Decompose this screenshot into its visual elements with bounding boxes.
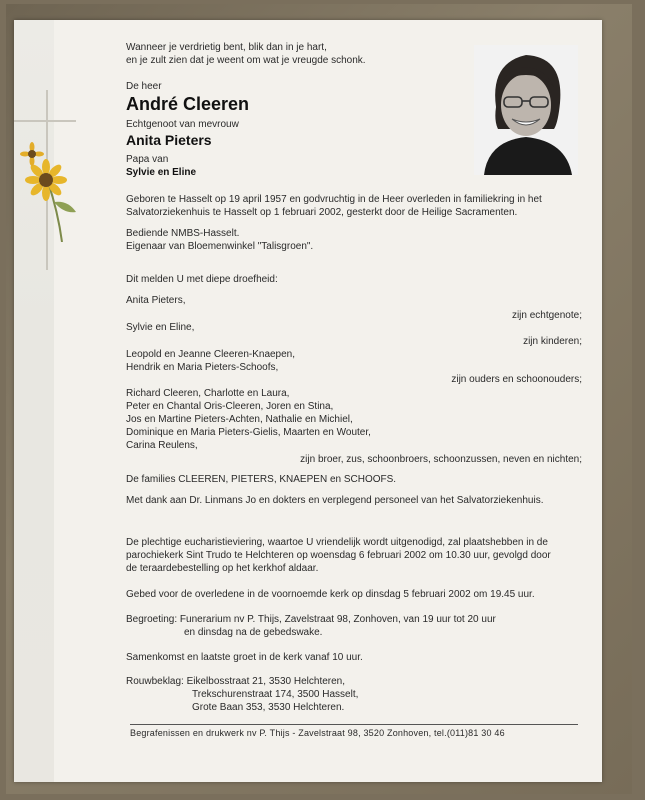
ceremony-line-2: parochiekerk Sint Trudo te Helchteren op woensdag 6 februari 2002 om 10.30 uur, gevolgd door [126,550,551,561]
memorial-card [14,20,602,782]
footer-printer: Begrafenissen en drukwerk nv P. Thijs - Zavelstraat 98, 3520 Zonhoven, tel.(011)81 30 46 [130,728,505,738]
occupation-line-1: Bediende NMBS-Hasselt. [126,228,240,239]
family-sibling-5: Carina Reulens, [126,440,198,451]
cross-bar [14,120,76,122]
ceremony-line-1: De plechtige eucharistieviering, waartoe U vriendelijk wordt uitgenodigd, zal plaatshebben in de [126,537,548,548]
sunflower-icon [18,142,84,242]
visit-line-2: en dinsdag na de gebedswake. [184,627,323,638]
birth-line-1: Geboren te Hasselt op 19 april 1957 en godvruchtig in de Heer overleden in familiekring in het [126,194,542,205]
condolence-line-3: Grote Baan 353, 3530 Helchteren. [192,702,345,713]
family-siblings-role: zijn broer, zus, schoonbroers, schoonzussen, neven en nichten; [300,454,582,465]
gathering-line: Samenkomst en laatste groet in de kerk vanaf 10 uur. [126,652,363,663]
family-sibling-1: Richard Cleeren, Charlotte en Laura, [126,388,290,399]
thanks-line: Met dank aan Dr. Linmans Jo en dokters en verplegend personeel van het Salvatorziekenhuis. [126,495,544,506]
family-children: Sylvie en Eline, [126,322,195,333]
family-spouse: Anita Pieters, [126,295,186,306]
ceremony-line-3: de teraardebestelling op het kerkhof aldaar. [126,563,319,574]
birth-line-2: Salvatorziekenhuis te Hasselt op 1 februari 2002, gesterkt door de Heilige Sacramenten. [126,207,518,218]
poem-line-1: Wanneer je verdrietig bent, blik dan in je hart, [126,42,327,53]
poem-line-2: en je zult zien dat je weent om wat je vreugde schonk. [126,55,366,66]
visit-line-1: Begroeting: Funerarium nv P. Thijs, Zavelstraat 98, Zonhoven, van 19 uur tot 20 uur [126,614,496,625]
family-sibling-2: Peter en Chantal Oris-Cleeren, Joren en Stina, [126,401,334,412]
family-parents-role: zijn ouders en schoonouders; [451,374,582,385]
deceased-name: André Cleeren [126,94,250,114]
condolence-line-2: Trekschurenstraat 174, 3500 Hasselt, [192,689,359,700]
family-children-role: zijn kinderen; [523,336,582,347]
family-parents-2: Hendrik en Maria Pieters-Schoofs, [126,362,279,373]
papa-intro: Papa van [126,154,169,165]
announcement: Dit melden U met diepe droefheid: [126,274,278,285]
spouse-intro: Echtgenoot van mevrouw [126,119,239,130]
spouse-name: Anita Pieters [126,132,212,148]
children-names: Sylvie en Eline [126,167,197,178]
decorative-strip [14,20,54,782]
footer-divider [130,724,578,725]
occupation-line-2: Eigenaar van Bloemenwinkel "Talisgroen". [126,241,314,252]
family-sibling-3: Jos en Martine Pieters-Achten, Nathalie en Michiel, [126,414,353,425]
prayer-line: Gebed voor de overledene in de voornoemde kerk op dinsdag 5 februari 2002 om 19.45 uur. [126,589,535,600]
title-prefix: De heer [126,81,162,92]
family-parents-1: Leopold en Jeanne Cleeren-Knaepen, [126,349,296,360]
condolence-line-1: Rouwbeklag: Eikelbosstraat 21, 3530 Helchteren, [126,676,346,687]
families-line: De families CLEEREN, PIETERS, KNAEPEN en SCHOOFS. [126,474,397,485]
family-sibling-4: Dominique en Maria Pieters-Gielis, Maarten en Wouter, [126,427,371,438]
portrait-photo [474,45,578,175]
family-spouse-role: zijn echtgenote; [511,310,582,321]
